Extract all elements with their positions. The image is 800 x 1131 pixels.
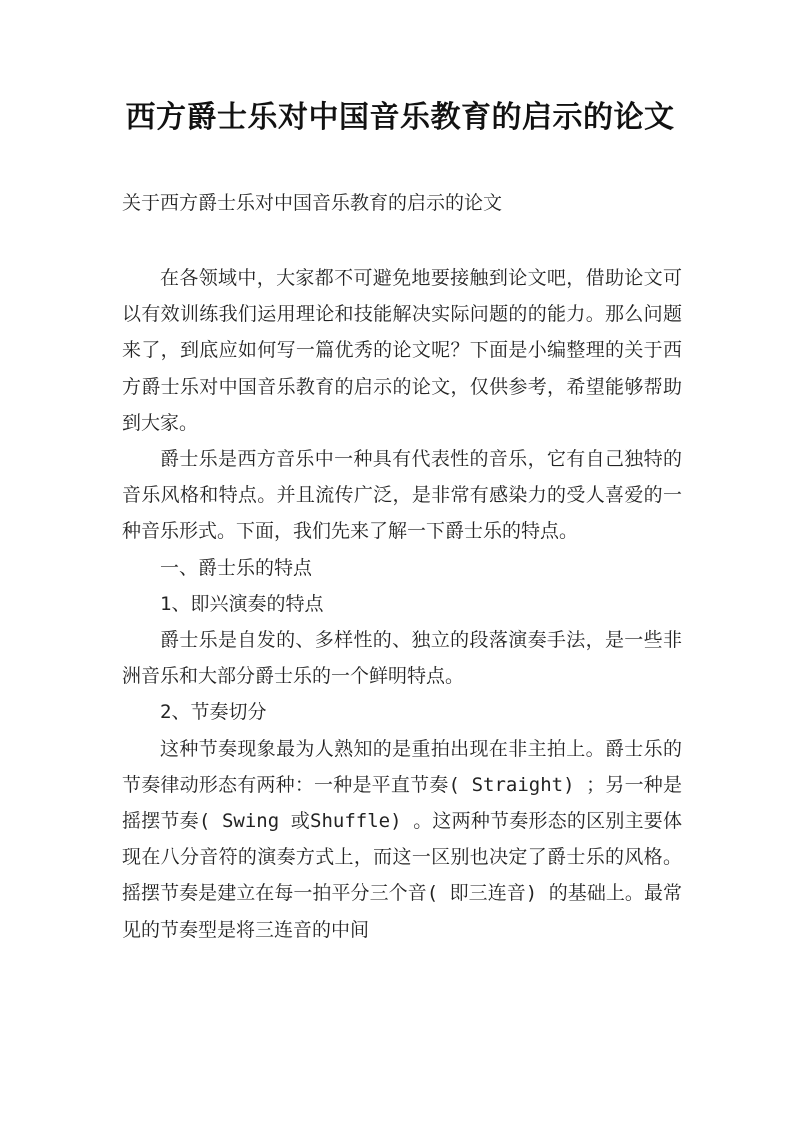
- paragraph-intro: 在各领域中，大家都不可避免地要接触到论文吧，借助论文可以有效训练我们运用理论和技能解决实际问题的的能力。那么问题来了，到底应如何写一篇优秀的论文呢？下面是小编整理的关于西方爵士乐对中国音乐教育的启示的论文，仅供参考，希望能够帮助到大家。: [122, 267, 682, 434]
- section-heading-jazz-features: 一、爵士乐的特点: [160, 556, 313, 579]
- paragraph-jazz-overview: 爵士乐是西方音乐中一种具有代表性的音乐，它有自己独特的音乐风格和特点。并且流传广泛，是非常有感染力的受人喜爱的一种音乐形式。下面，我们先来了解一下爵士乐的特点。: [122, 448, 682, 543]
- subsection-heading-syncopation: 2、节奏切分: [160, 701, 267, 724]
- subsection-heading-improvisation: 1、即兴演奏的特点: [160, 592, 324, 615]
- document-subtitle: 关于西方爵士乐对中国音乐教育的启示的论文: [122, 192, 503, 214]
- document-title: 西方爵士乐对中国音乐教育的启示的论文: [125, 100, 675, 135]
- document-body: [122, 260, 682, 948]
- paragraph-syncopation: 这种节奏现象最为人熟知的是重拍出现在非主拍上。爵士乐的节奏律动形态有两种：一种是平直节奏( Straight) ；另一种是摇摆节奏( Swing 或Shuffle) 。这两种节奏形态的区别主要体现在八分音符的演奏方式上，而这一区别也决定了爵士乐的风格。摇摆节奏是建立在每一拍平分三个音( 即三连音) 的基础上。最常见的节奏型是将三连音的中间: [122, 737, 682, 941]
- paragraph-improvisation: 爵士乐是自发的、多样性的、独立的段落演奏手法，是一些非洲音乐和大部分爵士乐的一个鲜明特点。: [122, 629, 682, 688]
